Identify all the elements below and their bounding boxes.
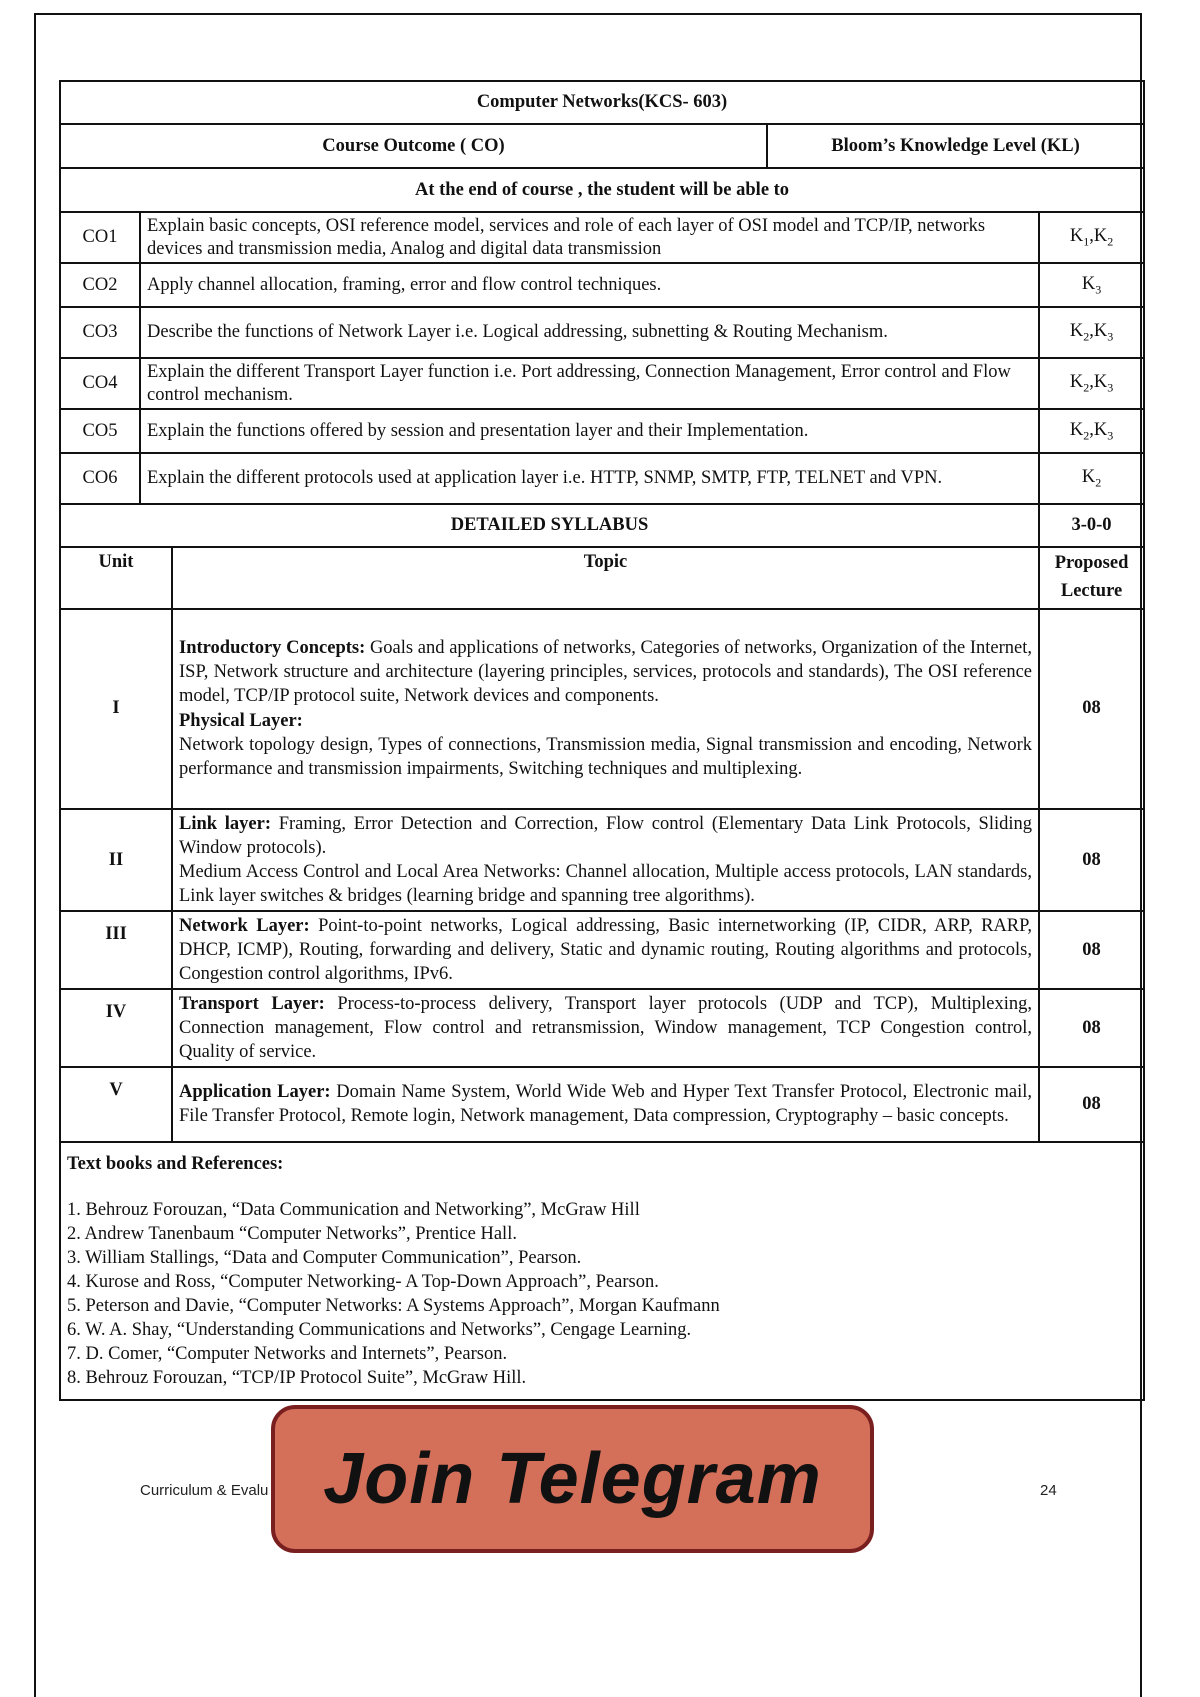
reference-item: 1. Behrouz Forouzan, “Data Communication and Networking”, McGraw Hill: [67, 1199, 640, 1220]
kl-level: 1: [1083, 235, 1090, 250]
kl-letter: K: [1081, 273, 1096, 294]
footer-curriculum-label: Curriculum & Evalu: [140, 1482, 269, 1499]
kl-level: 2: [1083, 330, 1090, 345]
kl-level: 2: [1095, 476, 1102, 491]
unit-topics: [172, 609, 1039, 809]
unit-number: I: [60, 609, 172, 809]
kl-letter: K: [1069, 321, 1084, 342]
kl-letter: K: [1093, 419, 1108, 440]
topic-text: Point-to-point networks, Logical addressing, Basic internetworking (IP, CIDR, ARP, RARP, DHCP, ICMP), Routing, forwarding and delivery, Static and dynamic routing, Routing algorithms and protocols, Congestion control algorithms, IPv6.: [179, 915, 1033, 984]
unit-row: [60, 609, 1144, 809]
topic-text: Domain Name System, World Wide Web and Hyper Text Transfer Protocol, Electronic mail, File Transfer Protocol, Remote login, Network management, Data compression, Cryptography – basic concepts.: [179, 1082, 1032, 1127]
unit-topics: [172, 989, 1039, 1067]
col-proposed-lecture: Proposed Lecture: [1039, 547, 1144, 609]
kl-letter: K: [1093, 321, 1108, 342]
syllabus-header-row: [60, 547, 1144, 609]
unit-topics: [172, 911, 1039, 989]
unit-row: [60, 809, 1144, 911]
reference-item: 6. W. A. Shay, “Understanding Communications and Networks”, Cengage Learning.: [67, 1320, 692, 1341]
course-outcome-header: Course Outcome ( CO): [60, 124, 767, 168]
co-knowledge-level: $K_2,K_3$: [1039, 358, 1144, 409]
unit-number: II: [60, 809, 172, 911]
col-topic: Topic: [172, 547, 1039, 609]
reference-item: 5. Peterson and Davie, “Computer Networks: A Systems Approach”, Morgan Kaufmann: [67, 1295, 720, 1316]
co-code: CO1: [60, 212, 140, 263]
unit-topics: [172, 809, 1039, 911]
reference-item: 4. Kurose and Ross, “Computer Networking- A Top-Down Approach”, Pearson.: [67, 1271, 659, 1292]
topic-text: Network topology design, Types of connections, Transmission media, Signal transmission and encoding, Network performance and transmission impairments, Switching techniques and multiplexing.: [179, 734, 1032, 779]
syllabus-table: [59, 80, 1145, 1401]
co-row: [60, 307, 1144, 358]
reference-item: 3. William Stallings, “Data and Computer Communication”, Pearson.: [67, 1247, 582, 1268]
co-code: CO6: [60, 453, 140, 504]
topic-heading: Transport Layer:: [179, 993, 325, 1014]
co-description: Explain basic concepts, OSI reference model, services and role of each layer of OSI model and TCP/IP, networks devices and transmission media, Analog and digital data transmission: [140, 212, 1039, 263]
kl-level: 2: [1083, 381, 1090, 396]
topic-block: [179, 992, 1032, 1064]
unit-number: III: [60, 911, 172, 989]
syllabus-title: DETAILED SYLLABUS: [60, 504, 1039, 547]
kl-letter: K: [1069, 419, 1084, 440]
co-description: Apply channel allocation, framing, error and flow control techniques.: [140, 263, 1039, 307]
references-title: Text books and References:: [67, 1153, 284, 1174]
co-knowledge-level: [1039, 263, 1144, 307]
topic-block: [179, 914, 1032, 986]
detailed-syllabus: [60, 504, 1144, 1142]
topic-heading: Physical Layer:: [179, 710, 303, 731]
syllabus-ltp: 3-0-0: [1039, 504, 1144, 547]
reference-item: 8. Behrouz Forouzan, “TCP/IP Protocol Suite”, McGraw Hill.: [67, 1368, 527, 1389]
kl-letter: K: [1093, 226, 1108, 247]
kl-level: 3: [1107, 428, 1114, 443]
topic-heading: Network Layer:: [179, 915, 310, 936]
co-code: CO3: [60, 307, 140, 358]
kl-letter: K: [1069, 226, 1084, 247]
co-description: Explain the different protocols used at application layer i.e. HTTP, SNMP, SMTP, FTP, TELNET and VPN.: [140, 453, 1039, 504]
kl-letter: K: [1093, 372, 1108, 393]
co-description: Describe the functions of Network Layer i.e. Logical addressing, subnetting & Routing Mechanism.: [140, 307, 1039, 358]
co-row: [60, 358, 1144, 409]
kl-level: 2: [1107, 235, 1114, 250]
kl-level: 3: [1107, 381, 1114, 396]
topic-block: [179, 812, 1032, 860]
references-list: [67, 1198, 1137, 1390]
course-outcomes: [60, 212, 1144, 504]
join-telegram-button[interactable]: Join Telegram: [271, 1405, 874, 1553]
co-knowledge-level: [1039, 453, 1144, 504]
unit-lectures: 08: [1039, 809, 1144, 911]
kl-letter: K: [1081, 467, 1096, 488]
kl-letter: K: [1069, 372, 1084, 393]
topic-text: Goals and applications of networks, Categories of networks, Organization of the Internet, ISP, Network structure and architecture (layering principles, services, protocols and standards), The OSI reference model, TCP/IP protocol suite, Network devices and components.: [179, 638, 1032, 707]
unit-lectures: 08: [1039, 1067, 1144, 1142]
co-knowledge-level: $K_2,K_3$: [1039, 409, 1144, 453]
topic-block: [179, 733, 1032, 781]
topic-text: Medium Access Control and Local Area Networks: Channel allocation, Multiple access protocols, LAN standards, Link layer switches & bridges (learning bridge and spanning tree algorithms).: [179, 861, 1032, 906]
topic-heading: Introductory Concepts:: [179, 638, 366, 659]
references-cell: [60, 1142, 1144, 1400]
syllabus-title-row: [60, 504, 1144, 547]
co-code: CO5: [60, 409, 140, 453]
unit-lectures: 08: [1039, 911, 1144, 989]
co-row: [60, 453, 1144, 504]
unit-topics: [172, 1067, 1039, 1142]
co-knowledge-level: $K_1,K_2$: [1039, 212, 1144, 263]
page-number: 24: [1040, 1482, 1057, 1499]
co-row: [60, 263, 1144, 307]
reference-item: 7. D. Comer, “Computer Networks and Internets”, Pearson.: [67, 1344, 508, 1365]
topic-block: [179, 636, 1032, 708]
course-title: Computer Networks(KCS- 603): [60, 81, 1144, 124]
topic-block: [179, 860, 1032, 908]
end-of-course-heading: At the end of course , the student will be able to: [60, 168, 1144, 212]
co-description: Explain the different Transport Layer function i.e. Port addressing, Connection Management, Error control and Flow control mechanism.: [140, 358, 1039, 409]
unit-row: [60, 1067, 1144, 1142]
topic-block: [179, 1080, 1032, 1128]
unit-row: [60, 989, 1144, 1067]
topic-text: Process-to-process delivery, Transport layer protocols (UDP and TCP), Multiplexing, Connection management, Flow control and retransmission, Window management, TCP Congestion control, Quality of service.: [179, 993, 1032, 1062]
topic-heading: Link layer:: [179, 813, 271, 834]
blooms-level-header: Bloom’s Knowledge Level (KL): [767, 124, 1144, 168]
co-row: [60, 409, 1144, 453]
co-description: Explain the functions offered by session and presentation layer and their Implementation.: [140, 409, 1039, 453]
co-knowledge-level: $K_2,K_3$: [1039, 307, 1144, 358]
reference-item: 2. Andrew Tanenbaum “Computer Networks”, Prentice Hall.: [67, 1223, 517, 1244]
kl-level: 3: [1107, 330, 1114, 345]
co-code: CO4: [60, 358, 140, 409]
topic-text: Framing, Error Detection and Correction, Flow control (Elementary Data Link Protocols, Sliding Window protocols).: [179, 813, 1032, 858]
col-unit: Unit: [60, 547, 172, 609]
topic-heading: Application Layer:: [179, 1082, 331, 1103]
unit-number: IV: [60, 989, 172, 1067]
co-row: [60, 212, 1144, 263]
kl-level: 3: [1095, 282, 1102, 297]
topic-block: [179, 709, 1032, 733]
kl-level: 2: [1083, 428, 1090, 443]
unit-row: [60, 911, 1144, 989]
unit-lectures: 08: [1039, 989, 1144, 1067]
unit-number: V: [60, 1067, 172, 1142]
co-code: CO2: [60, 263, 140, 307]
unit-lectures: 08: [1039, 609, 1144, 809]
